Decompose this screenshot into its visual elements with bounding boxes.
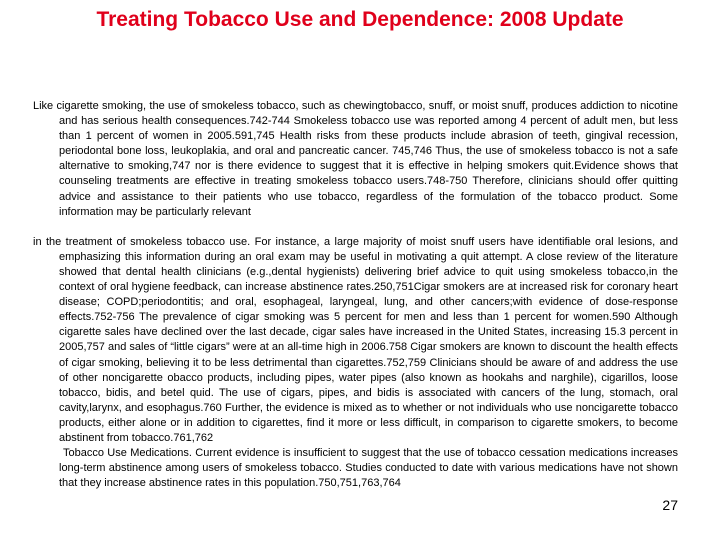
paragraph-cigars-and-other-products: in the treatment of smokeless tobacco use. For instance, a large majority of moist snuff users have identifiable oral lesions, and emphasizing this information during an oral exam may be useful in motivating a quit attempt. A close review of the literature showed that dental health clinicians (e.g.,dental hygienists) delivering brief advice to quit using smokeless tobacco,in the context of oral hygiene feedback, can increase abstinence rates.250,751Cigar smokers are at increased risk for coronary heart disease; COPD;periodontitis; and oral, esophageal, laryngeal, lung, and other cancers;with evidence of dose-response effects.752-756 The prevalence of cigar smoking was 5 percent for men and less than 1 percent for women.590 Although cigarette sales have declined over the last decade, cigar sales have increased in the United States, increasing 15.3 percent in 2005,757 and sales of “little cigars” were at an all-time high in 2006.758 Cigar smokers are known to discount the health effects of cigar smoking, believing it to be less detrimental than cigarettes.752,759 Clinicians should be aware of and address the use of other noncigarette obacco products, including pipes, water pipes (also known as hookahs and narghile), cigarillos, loose tobacco, bidis, and betel quid. The use of cigars, pipes, and bidis is associated with cancers of the lung, stomach, oral cavity,larynx, and esophagus.760 Further, the evidence is mixed as to whether or not individuals who use noncigarette tobacco products, either alone or in addition to cigarettes, find it more or less difficult, in comparison to cigarette smokers, to become abstinent from tobacco.761,762 xyxy=(33,235,678,444)
page-number: 27 xyxy=(662,497,678,513)
paragraph-tobacco-use-medications-text: Tobacco Use Medications. Current evidence is insufficient to suggest that the use of tobacco cessation medications increases long-term abstinence among users of smokeless tobacco. Studies conducted to date with various medications have not shown that they increase abstinence rates in this population.750,751,763,764 xyxy=(59,447,678,490)
paragraph-smokeless-tobacco: Like cigarette smoking, the use of smokeless tobacco, such as chewingtobacco, snuff, or moist snuff, produces addiction to nicotine and has serious health consequences.742-744 Smokeless tobacco use was reported among 4 percent of adult men, but less than 1 percent of women in 2005.591,745 Health risks from these products include abrasion of teeth, gingival recession, periodontal bone loss, leukoplakia, and oral and pancreatic cancer. 745,746 Thus, the use of smokeless tobacco is not a safe alternative to smoking,747 nor is there evidence to suggest that it is effective in helping smokers quit.Evidence shows that counseling treatments are effective in treating smokeless tobacco users.748-750 Therefore, clinicians should offer quitting advice and assistance to their patients who use tobacco, regardless of the formulation of the tobacco product. Some information may be particularly relevant xyxy=(33,100,678,218)
slide-title: Treating Tobacco Use and Dependence: 2008 Update xyxy=(96,8,624,31)
paragraph-tobacco-use-medications xyxy=(33,446,678,491)
slide-body xyxy=(33,99,678,491)
